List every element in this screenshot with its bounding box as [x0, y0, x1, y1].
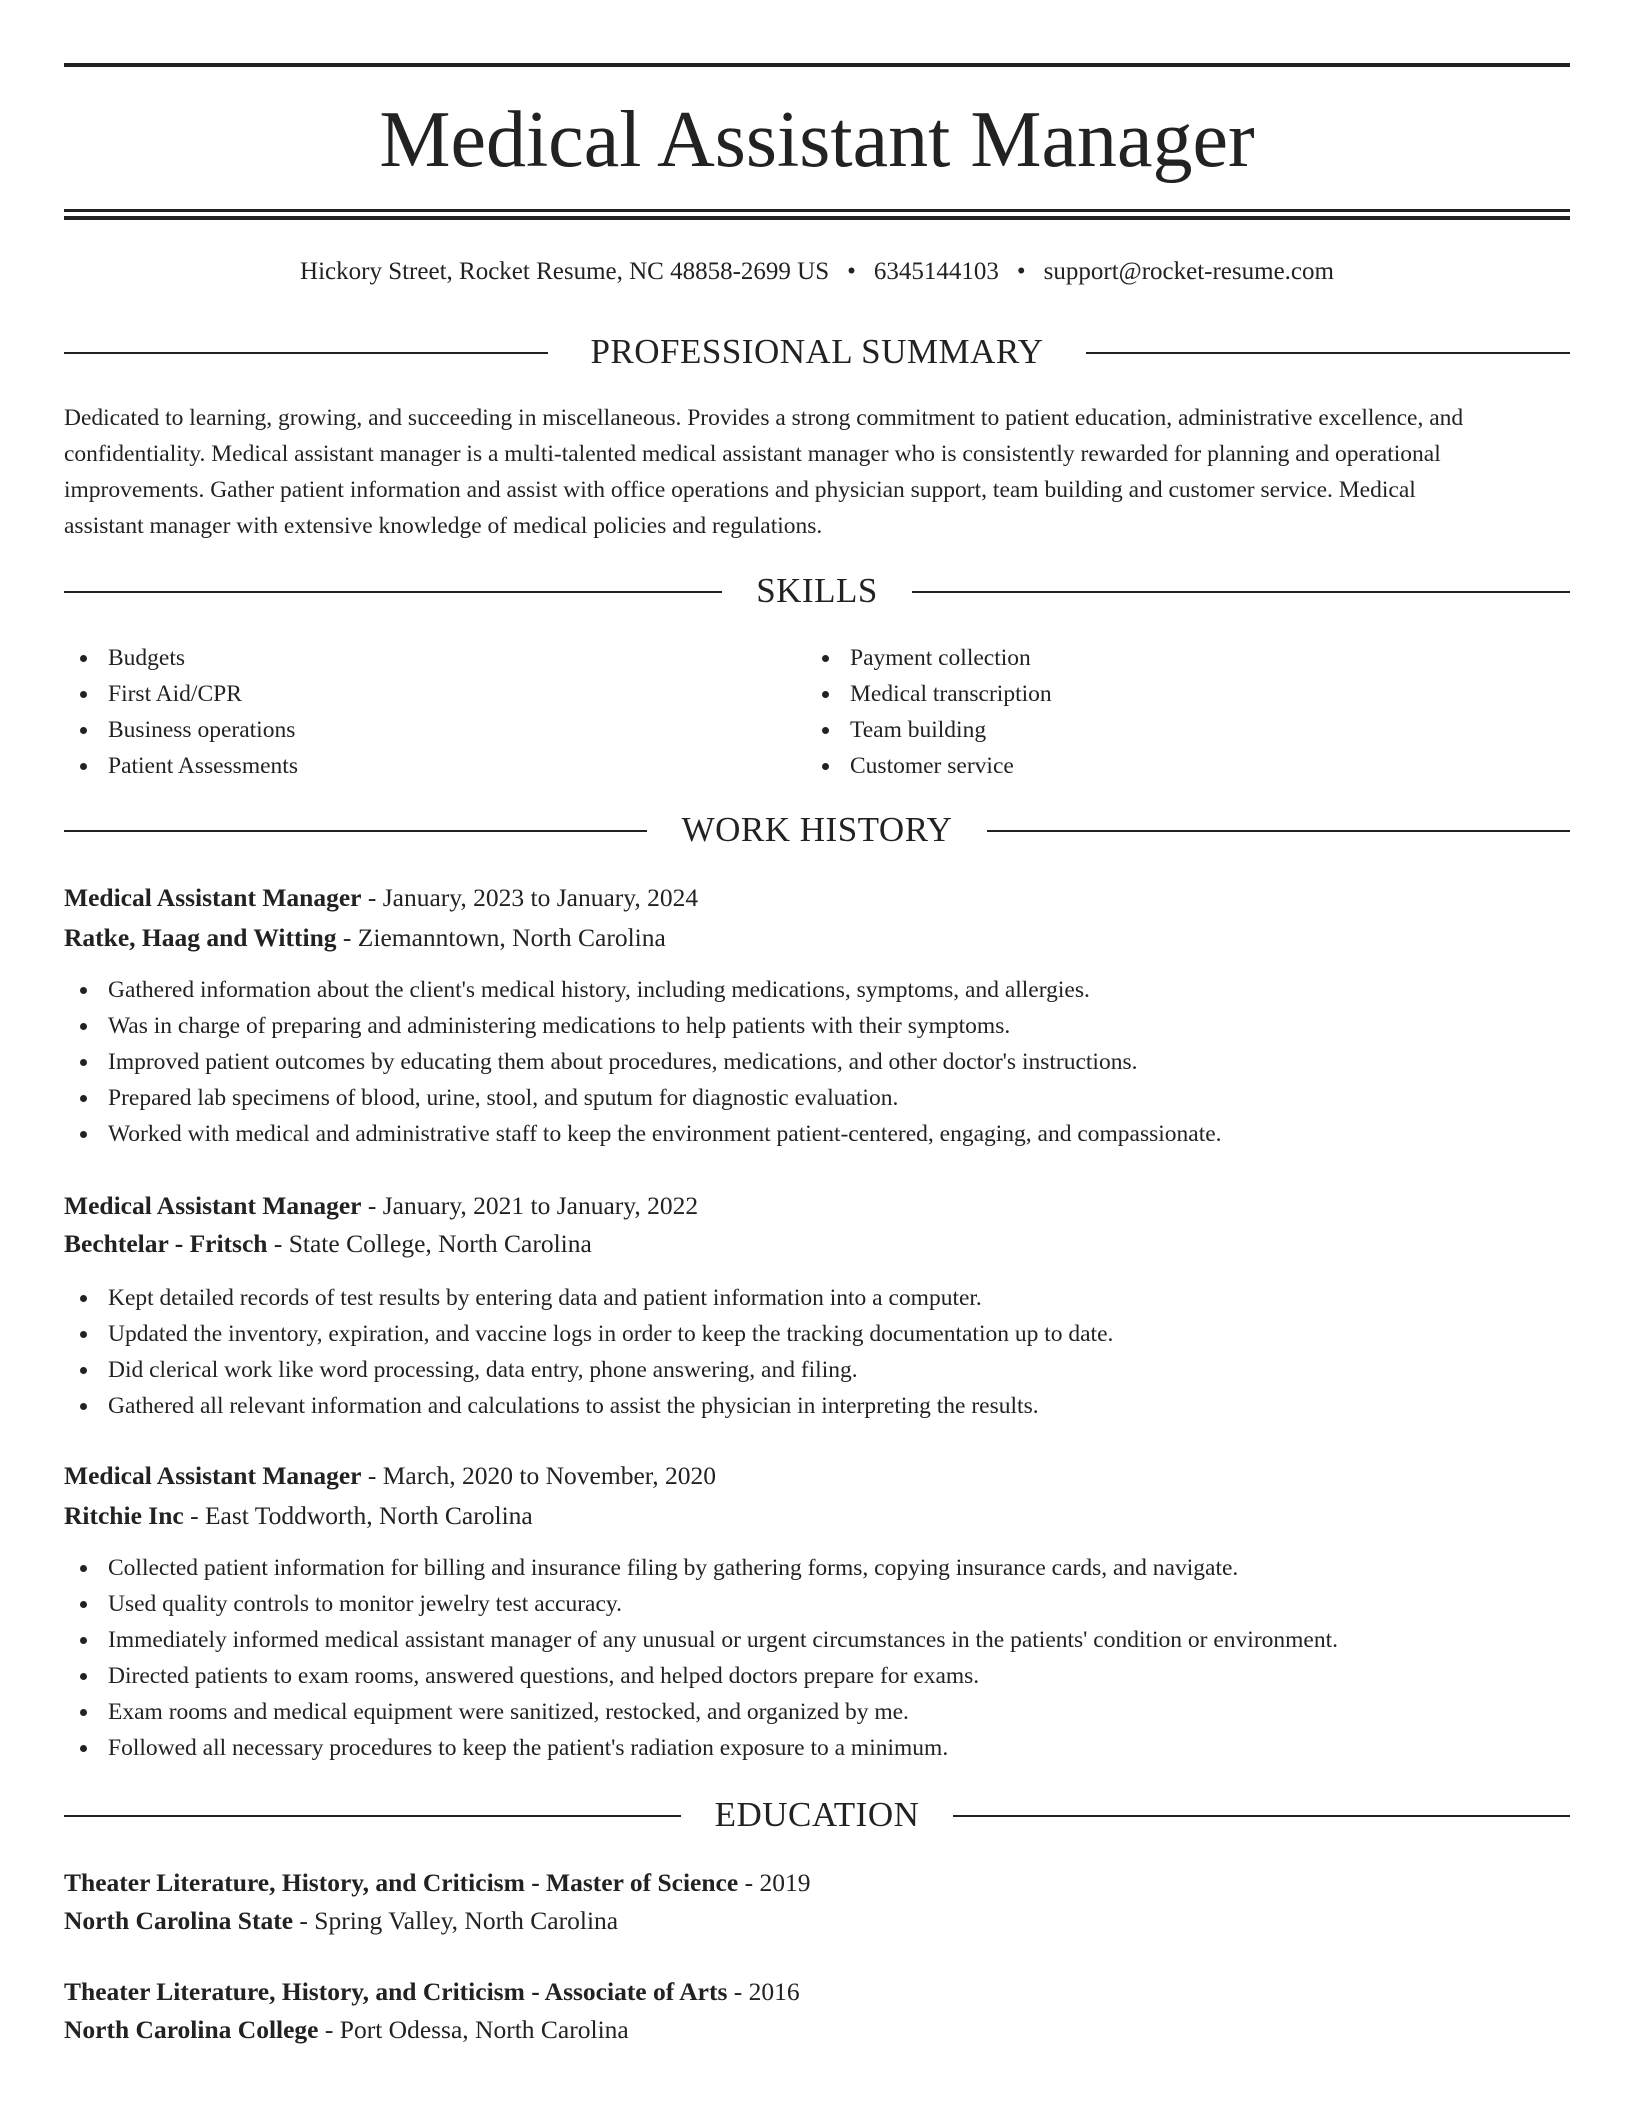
- summary-section-heading: [64, 330, 1570, 374]
- work-section-heading: [64, 808, 1570, 852]
- skill-item: Payment collection: [806, 640, 1546, 676]
- job-company-line: [64, 919, 666, 957]
- list-item: Updated the inventory, expiration, and vaccine logs in order to keep the tracking documentation up to date.: [64, 1316, 1570, 1352]
- skill-item: Customer service: [806, 748, 1546, 784]
- job-duties-list: [64, 972, 1570, 1152]
- summary-line: Dedicated to learning, growing, and succeeding in miscellaneous. Provides a strong commitment to patient education, administrative excellence, and: [64, 405, 1464, 431]
- section-title: WORK HISTORY: [681, 810, 953, 849]
- list-item: Immediately informed medical assistant manager of any unusual or urgent circumstances in the patients' condition or environment.: [64, 1622, 1570, 1658]
- text-separator: -: [293, 1906, 315, 1935]
- contact-address: Hickory Street, Rocket Resume, NC 48858-2699 US: [300, 258, 830, 285]
- skill-item: Patient Assessments: [64, 748, 804, 784]
- section-title: EDUCATION: [714, 1795, 920, 1834]
- summary-line: confidentiality. Medical assistant manager is a multi-talented medical assistant manager who is consistently rewarded for planning and operational: [64, 441, 1441, 467]
- skills-list-left: [64, 640, 804, 784]
- education-degree: Theater Literature, History, and Criticism - Associate of Arts: [64, 1977, 728, 2006]
- list-item: Kept detailed records of test results by entering data and patient information into a computer.: [64, 1280, 1570, 1316]
- education-degree-line: [64, 1864, 810, 1902]
- job-company: Ratke, Haag and Witting: [64, 923, 337, 952]
- text-separator: -: [183, 1501, 205, 1530]
- education-degree-line: [64, 1973, 800, 2011]
- job-title: Medical Assistant Manager: [64, 883, 362, 912]
- summary-line: improvements. Gather patient information and assist with office operations and physician support, team building and customer service. Medical: [64, 477, 1416, 503]
- education-location: Spring Valley, North Carolina: [314, 1906, 619, 1935]
- list-item: Prepared lab specimens of blood, urine, stool, and sputum for diagnostic evaluation.: [64, 1080, 1570, 1116]
- list-item: Improved patient outcomes by educating them about procedures, medications, and other doctor's instructions.: [64, 1044, 1570, 1080]
- list-item: Used quality controls to monitor jewelry test accuracy.: [64, 1586, 1570, 1622]
- skill-item: Team building: [806, 712, 1546, 748]
- title-double-rule: [64, 209, 1570, 220]
- job-dates: January, 2023 to January, 2024: [382, 883, 699, 912]
- job-title-line: [64, 879, 698, 917]
- list-item: Gathered information about the client's medical history, including medications, symptoms, and allergies.: [64, 972, 1570, 1008]
- education-degree: Theater Literature, History, and Criticism - Master of Science: [64, 1868, 739, 1897]
- top-rule: [64, 63, 1570, 67]
- education-year: 2016: [748, 1977, 800, 2006]
- contact-separator: •: [1016, 258, 1026, 285]
- skill-item: Budgets: [64, 640, 804, 676]
- list-item: Collected patient information for billing and insurance filing by gathering forms, copying insurance cards, and navigate.: [64, 1550, 1570, 1586]
- education-school: North Carolina State: [64, 1906, 294, 1935]
- job-title-line: [64, 1187, 698, 1225]
- contact-line: [64, 254, 1570, 290]
- list-item: Exam rooms and medical equipment were sanitized, restocked, and organized by me.: [64, 1694, 1570, 1730]
- text-separator: -: [336, 923, 358, 952]
- job-company: Ritchie Inc: [64, 1501, 184, 1530]
- page-title: Medical Assistant Manager: [379, 96, 1255, 184]
- text-separator: -: [361, 883, 383, 912]
- text-separator: -: [738, 1868, 760, 1897]
- list-item: Directed patients to exam rooms, answered questions, and helped doctors prepare for exams.: [64, 1658, 1570, 1694]
- text-separator: -: [318, 2015, 340, 2044]
- contact-separator: •: [847, 258, 856, 285]
- job-title: Medical Assistant Manager: [64, 1461, 362, 1490]
- skill-item: Medical transcription: [806, 676, 1546, 712]
- job-dates: January, 2021 to January, 2022: [382, 1191, 699, 1220]
- job-dates: March, 2020 to November, 2020: [382, 1461, 716, 1490]
- section-title: SKILLS: [756, 571, 878, 610]
- job-title: Medical Assistant Manager: [64, 1191, 362, 1220]
- job-company-line: [64, 1497, 533, 1535]
- education-school: North Carolina College: [64, 2015, 319, 2044]
- skill-item: First Aid/CPR: [64, 676, 804, 712]
- list-item: Gathered all relevant information and calculations to assist the physician in interpreting the results.: [64, 1388, 1570, 1424]
- education-school-line: [64, 2011, 629, 2049]
- job-company: Bechtelar - Fritsch: [64, 1229, 268, 1258]
- job-company-line: [64, 1225, 592, 1263]
- education-section-heading: [64, 1793, 1570, 1837]
- education-school-line: [64, 1902, 618, 1940]
- job-location: Ziemanntown, North Carolina: [357, 923, 666, 952]
- contact-email: support@rocket-resume.com: [1043, 258, 1334, 285]
- list-item: Worked with medical and administrative staff to keep the environment patient-centered, engaging, and compassionate.: [64, 1116, 1570, 1152]
- contact-phone: 6345144103: [873, 258, 999, 285]
- summary-text: [64, 400, 1570, 544]
- text-separator: -: [361, 1461, 383, 1490]
- text-separator: -: [727, 1977, 749, 2006]
- job-title-line: [64, 1457, 716, 1495]
- job-location: East Toddworth, North Carolina: [204, 1501, 533, 1530]
- list-item: Was in charge of preparing and administering medications to help patients with their symptoms.: [64, 1008, 1570, 1044]
- job-duties-list: [64, 1550, 1570, 1766]
- education-year: 2019: [759, 1868, 811, 1897]
- skills-list-right: [806, 640, 1546, 784]
- education-location: Port Odessa, North Carolina: [339, 2015, 629, 2044]
- text-separator: -: [361, 1191, 383, 1220]
- job-location: State College, North Carolina: [288, 1229, 592, 1258]
- job-duties-list: [64, 1280, 1570, 1424]
- list-item: Followed all necessary procedures to keep the patient's radiation exposure to a minimum.: [64, 1730, 1570, 1766]
- section-title: PROFESSIONAL SUMMARY: [590, 332, 1044, 371]
- skill-item: Business operations: [64, 712, 804, 748]
- skills-section-heading: [64, 569, 1570, 613]
- text-separator: -: [267, 1229, 289, 1258]
- summary-line: assistant manager with extensive knowledge of medical policies and regulations.: [64, 513, 823, 539]
- list-item: Did clerical work like word processing, data entry, phone answering, and filing.: [64, 1352, 1570, 1388]
